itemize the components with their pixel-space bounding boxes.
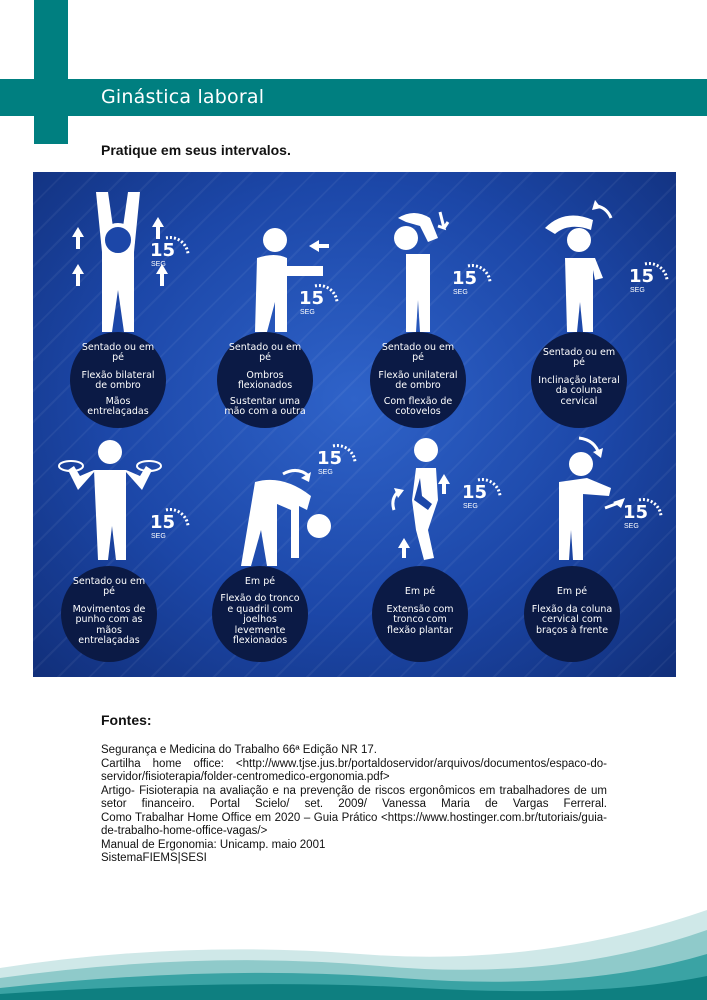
exercise-card: [195, 182, 355, 434]
timer-value: 15: [317, 448, 343, 469]
source-item: SistemaFIEMS|SESI: [101, 852, 207, 864]
timer-unit: SEG: [453, 289, 468, 296]
source-item: Cartilha home office: <http://www.tjse.jus.br/portaldoservidor/arquivos/documentos/espaco-do-servidor/fisioterapia/folder-centromedico-ergonomia.pdf>: [101, 757, 607, 783]
exercise-description: [372, 566, 468, 662]
exercise-card: [354, 430, 514, 677]
exercise-name: Flexão da coluna cervical com braços à frente: [531, 603, 613, 636]
source-item: Artigo- Fisioterapia na avaliação e na prevenção de riscos ergonômicos em trabalhadores de um setor financeiro. Portal Scielo/ set. 2009/ Vanessa Maria de Vargas Ferreral.: [101, 784, 607, 810]
timer-arc-icon: [313, 282, 341, 304]
exercise-position: Em pé: [244, 575, 276, 587]
source-item: Manual de Ergonomia: Unicamp. maio 2001: [101, 838, 326, 851]
exercise-card: [38, 430, 198, 677]
exercise-name: Ombros flexionados: [237, 369, 293, 391]
timer-unit: SEG: [463, 503, 478, 510]
page-title: Ginástica laboral: [101, 86, 265, 108]
exercise-card: [513, 430, 673, 677]
timer-badge: [452, 270, 496, 310]
exercise-name: Inclinação lateral da coluna cervical: [538, 374, 620, 407]
timer-badge: [623, 504, 667, 544]
exercise-description: [217, 332, 313, 428]
exercise-description: [212, 566, 308, 662]
timer-unit: SEG: [151, 261, 166, 268]
timer-unit: SEG: [624, 523, 639, 530]
sources-title: Fontes:: [101, 712, 152, 728]
timer-arc-icon: [637, 496, 665, 518]
timer-unit: SEG: [300, 309, 315, 316]
exercise-name: Flexão unilateral de ombro: [378, 369, 458, 391]
timer-value: 15: [452, 268, 478, 289]
exercise-detail: Com flexão de cotovelos: [383, 395, 453, 417]
timer-unit: SEG: [318, 469, 333, 476]
timer-value: 15: [629, 266, 655, 287]
exercise-detail: Mãos entrelaçadas: [87, 395, 149, 417]
timer-arc-icon: [164, 506, 192, 528]
exercise-name: Flexão bilateral de ombro: [81, 369, 155, 391]
timer-badge: [462, 484, 506, 524]
timer-value: 15: [150, 240, 176, 261]
exercise-name: Extensão com tronco com flexão plantar: [386, 603, 454, 636]
source-item: Segurança e Medicina do Trabalho 66ª Edição NR 17.: [101, 744, 377, 756]
exercise-description: [70, 332, 166, 428]
timer-value: 15: [299, 288, 325, 309]
source-item: Como Trabalhar Home Office em 2020 – Guia Prático <https://www.hostinger.com.br/tutoriais/guia-de-trabalho-home-office-vagas/>: [101, 811, 607, 837]
timer-arc-icon: [643, 260, 671, 282]
timer-arc-icon: [164, 234, 192, 256]
timer-value: 15: [150, 512, 176, 533]
timer-arc-icon: [476, 476, 504, 498]
decorative-waves: [0, 880, 707, 1000]
exercise-name: Movimentos de punho com as mãos entrelaçadas: [72, 603, 146, 646]
exercise-description: [531, 332, 627, 428]
exercise-position: Sentado ou em pé: [381, 341, 455, 363]
exercise-card: [38, 182, 198, 434]
timer-value: 15: [462, 482, 488, 503]
exercise-position: Sentado ou em pé: [542, 346, 616, 369]
exercise-poster: [33, 172, 676, 677]
timer-badge: [150, 514, 194, 554]
timer-badge: [150, 242, 194, 282]
sources-list: [101, 744, 607, 866]
exercise-position: Sentado ou em pé: [72, 575, 146, 597]
exercise-detail: Sustentar uma mão com a outra: [224, 395, 306, 417]
timer-badge: [629, 268, 673, 308]
exercise-position: Sentado ou em pé: [81, 341, 155, 363]
timer-value: 15: [623, 502, 649, 523]
exercise-name: Flexão do tronco e quadril com joelhos levemente flexionados: [220, 593, 300, 646]
timer-unit: SEG: [151, 533, 166, 540]
exercise-position: Sentado ou em pé: [228, 341, 302, 363]
exercise-description: [370, 332, 466, 428]
exercise-card: [513, 182, 673, 434]
subtitle: Pratique em seus intervalos.: [101, 142, 291, 158]
exercise-position: Em pé: [556, 586, 588, 597]
exercise-position: Em pé: [404, 586, 436, 597]
timer-badge: [299, 290, 343, 330]
header-vertical-bar: [34, 0, 68, 144]
exercise-description: [61, 566, 157, 662]
timer-arc-icon: [466, 262, 494, 284]
exercise-card: [354, 182, 514, 434]
exercise-description: [524, 566, 620, 662]
timer-unit: SEG: [630, 287, 645, 294]
exercise-card: [195, 430, 355, 677]
